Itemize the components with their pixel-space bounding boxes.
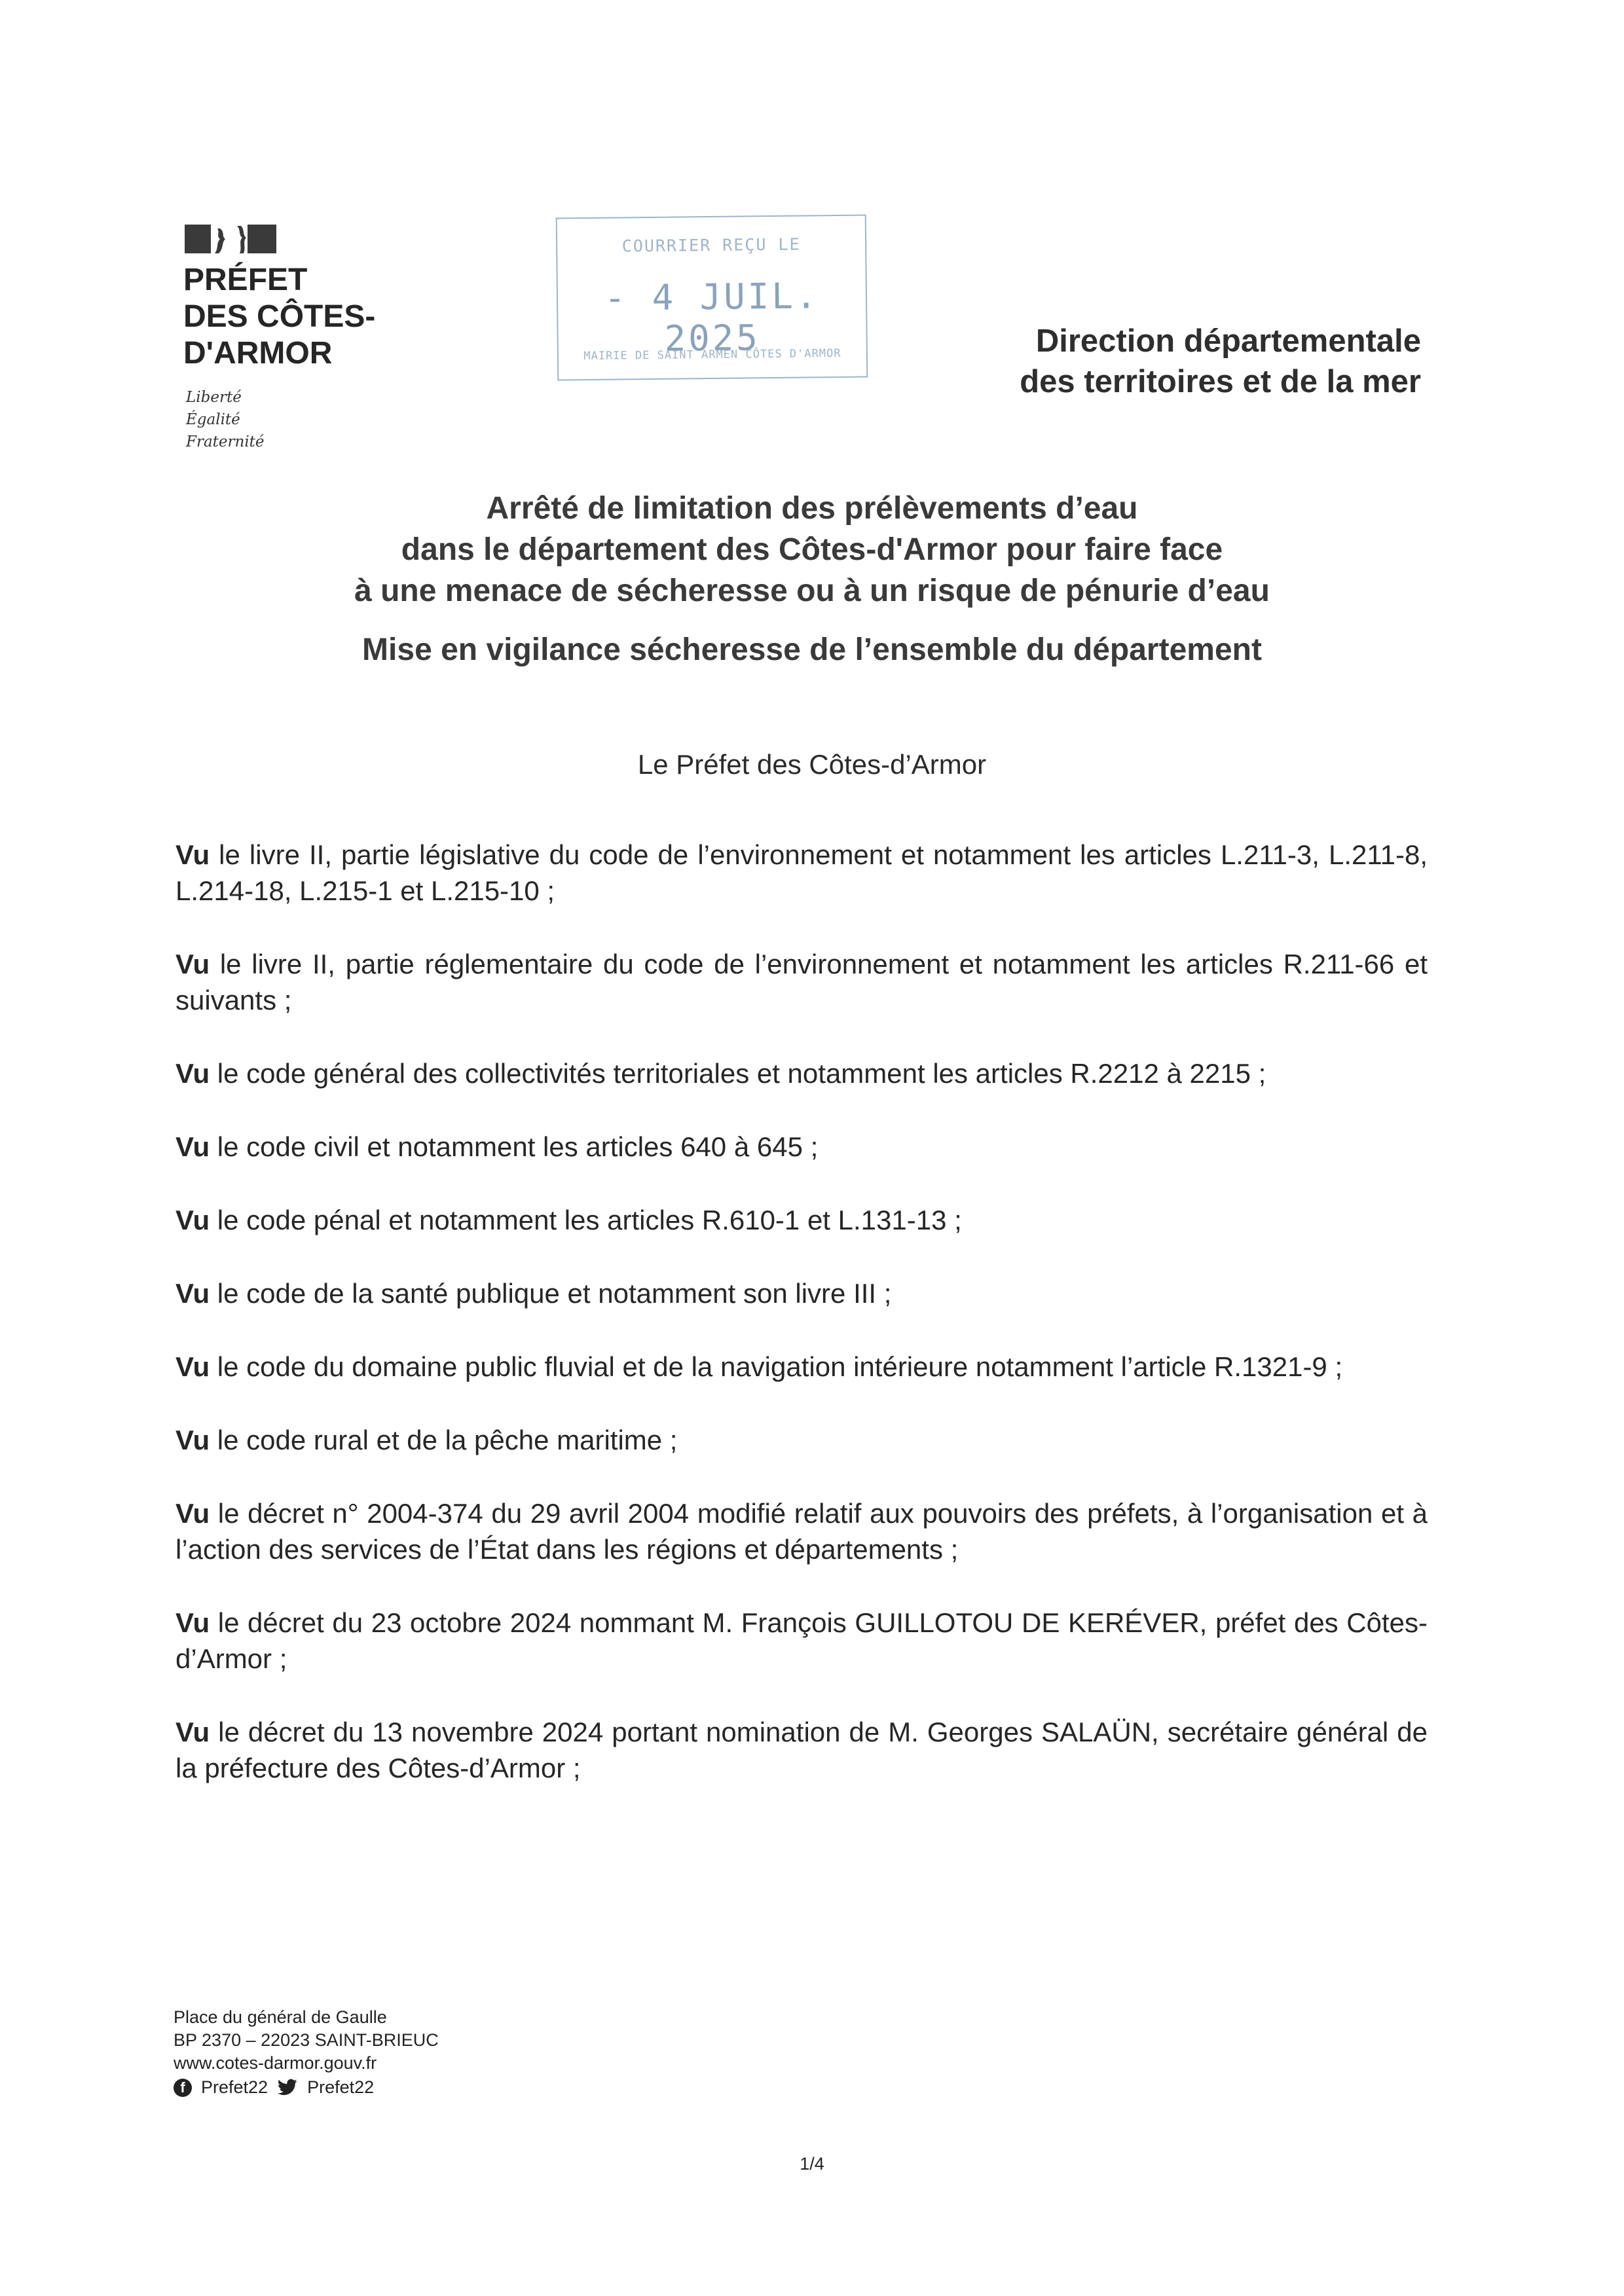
visa-text: le code civil et notamment les articles 640 à 645 ; [210, 1131, 819, 1162]
visa-vu: Vu [175, 1278, 210, 1309]
stamp-header: COURRIER REÇU LE [621, 234, 801, 256]
visa-vu: Vu [175, 1058, 210, 1089]
twitter-icon [277, 2079, 298, 2097]
document-title [196, 488, 1428, 670]
facebook-handle[interactable]: Prefet22 [201, 2077, 268, 2097]
visa-item [175, 1275, 1428, 1311]
title-line-3: à une menace de sécheresse ou à un risque de pénurie d’eau [354, 574, 1270, 608]
footer-social [174, 2076, 439, 2099]
facebook-icon: f [174, 2079, 192, 2097]
footer-address-line-2: BP 2370 – 22023 SAINT-BRIEUC [174, 2030, 439, 2050]
visas-list [175, 837, 1428, 1823]
title-line-2: dans le département des Côtes-d'Armor pour faire face [401, 532, 1223, 567]
visa-text: le décret n° 2004-374 du 29 avril 2004 modifié relatif aux pouvoirs des préfets, à l’organisation et à l’action des services de l’État dans les régions et départements ; [175, 1498, 1428, 1565]
visa-text: le code du domaine public fluvial et de la navigation intérieure notamment l’article R.1321-9 ; [210, 1351, 1343, 1382]
devise-egalite: Égalité [186, 411, 240, 428]
visa-item [175, 1129, 1428, 1165]
devise-fraternite: Fraternité [186, 433, 265, 450]
marianne-logo [185, 225, 276, 253]
twitter-handle[interactable]: Prefet22 [307, 2077, 375, 2097]
visa-vu: Vu [175, 949, 210, 979]
visa-vu: Vu [175, 1498, 210, 1529]
footer-website[interactable]: www.cotes-darmor.gouv.fr [174, 2053, 377, 2073]
visa-item [175, 1605, 1428, 1677]
prefet-title [183, 262, 406, 372]
visa-text: le décret du 23 octobre 2024 nommant M. François GUILLOTOU DE KERÉVER, préfet des Côtes-d’Armor ; [175, 1607, 1428, 1674]
visa-text: le code pénal et notamment les articles R.610-1 et L.131-13 ; [210, 1205, 962, 1235]
prefet-line-3: D'ARMOR [183, 336, 333, 371]
visa-item [175, 1714, 1428, 1786]
visa-text: le livre II, partie législative du code de l’environnement et notamment les articles L.211-3, L.211-8, L.214-18, L.215-1 et L.215-10 ; [175, 839, 1428, 906]
visa-text: le livre II, partie réglementaire du code de l’environnement et notamment les articles R.211-66 et suivants ; [175, 949, 1428, 1015]
visa-item [175, 1202, 1428, 1238]
prefet-line-2: DES CÔTES- [183, 299, 376, 334]
footer-contact [174, 2006, 439, 2099]
visa-item [175, 1422, 1428, 1458]
devise [186, 386, 265, 453]
footer-address-line-1: Place du général de Gaulle [174, 2007, 387, 2027]
visa-vu: Vu [175, 1205, 210, 1235]
page-number: 1/4 [800, 2154, 824, 2174]
reception-stamp [556, 215, 868, 381]
devise-liberte: Liberté [186, 389, 242, 406]
visa-item [175, 1495, 1428, 1567]
visa-item [175, 837, 1428, 909]
prefet-signatory-line: Le Préfet des Côtes-d’Armor [637, 749, 987, 780]
visa-text: le code général des collectivités territoriales et notamment les articles R.2212 à 2215 ; [210, 1058, 1266, 1089]
visa-text: le décret du 13 novembre 2024 portant nomination de M. Georges SALAÜN, secrétaire général de la préfecture des Côtes-d’Armor ; [175, 1717, 1428, 1783]
direction-line-1: Direction départementale [1035, 323, 1421, 359]
visa-text: le code de la santé publique et notamment son livre III ; [210, 1278, 892, 1309]
visa-vu: Vu [175, 1425, 210, 1455]
direction-name [1020, 321, 1421, 402]
visa-text: le code rural et de la pêche maritime ; [210, 1425, 678, 1455]
visa-vu: Vu [175, 1131, 210, 1162]
stamp-date: - 4 JUIL. 2025 [604, 275, 820, 359]
document-subtitle: Mise en vigilance sécheresse de l’ensemble du département [362, 632, 1262, 667]
visa-item [175, 1349, 1428, 1385]
visa-item [175, 1055, 1428, 1091]
visa-vu: Vu [175, 1717, 210, 1747]
direction-line-2: des territoires et de la mer [1020, 364, 1421, 399]
visa-vu: Vu [175, 1607, 210, 1638]
visa-vu: Vu [175, 1351, 210, 1382]
visa-item [175, 946, 1428, 1018]
stamp-footer: MAIRIE DE SAINT ARMEN CÔTES D'ARMOR [583, 346, 841, 363]
prefet-line-1: PRÉFET [183, 263, 308, 297]
title-line-1: Arrêté de limitation des prélèvements d’eau [486, 491, 1138, 526]
visa-vu: Vu [175, 839, 210, 870]
